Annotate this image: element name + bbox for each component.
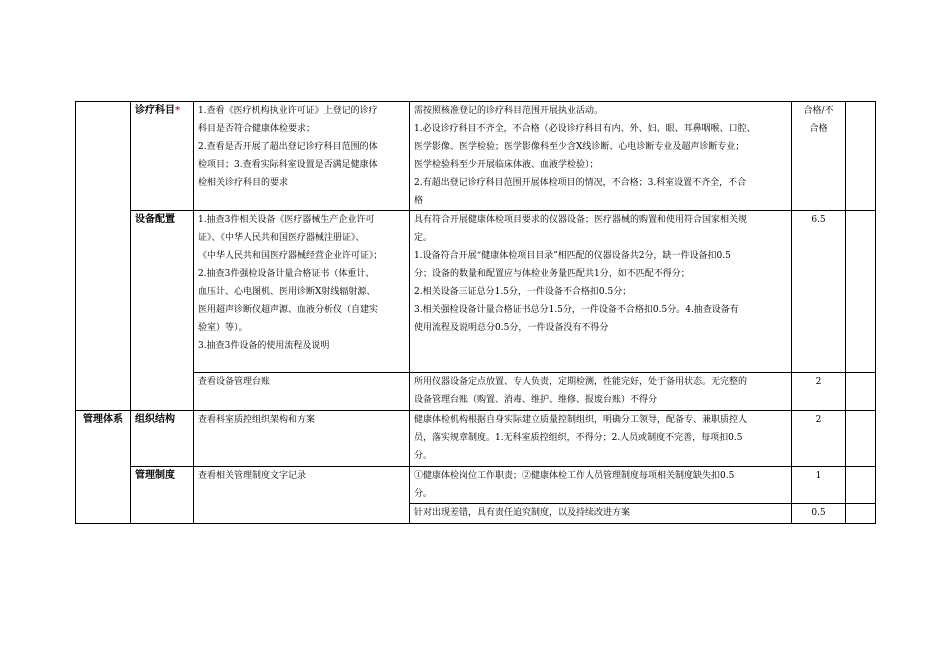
remark-cell — [846, 102, 876, 211]
score-cell — [792, 373, 846, 411]
required-star-mark: * — [175, 105, 181, 116]
standard-line: 针对出现差错，具有责任追究制度，以及持续改进方案 — [414, 508, 631, 518]
method-line: 查看设备管理台账 — [198, 377, 271, 387]
remark-cell — [846, 504, 876, 524]
remark-cell — [846, 211, 876, 373]
item-cell-clinical-subjects — [131, 102, 194, 211]
method-cell — [194, 102, 410, 211]
standard-line: 2.相关设备三证总分1.5分，一件设备不合格扣0.5分； — [414, 287, 632, 297]
method-line: 血压计、心电图机、医用诊断X射线辐射源、 — [198, 287, 376, 297]
item-cell-organization — [131, 411, 194, 467]
score-cell — [792, 411, 846, 467]
method-line: 2.抽查3件强检设备计量合格证书（体重计、 — [198, 269, 375, 279]
item-label: 设备配置 — [135, 214, 175, 225]
table-row — [76, 102, 876, 211]
standard-line: 定。 — [414, 233, 433, 243]
item-label: 组织结构 — [135, 414, 175, 425]
category-label: 管理体系 — [83, 414, 123, 425]
standard-line: 健康体检机构根据自身实际建立质量控制组织，明确分工领导，配备专、兼职质控人 — [414, 415, 748, 425]
category-cell-management-system — [76, 411, 131, 524]
standard-cell — [410, 373, 792, 411]
remark-cell — [846, 373, 876, 411]
standard-cell — [410, 411, 792, 467]
standard-line: 格 — [414, 196, 424, 206]
remark-cell — [846, 411, 876, 467]
score-cell — [792, 504, 846, 524]
standard-line: 设备管理台账（购置、消毒、维护、维修、报废台账）不得分 — [414, 395, 658, 405]
method-line: 查看相关管理制度文字记录 — [198, 471, 307, 481]
score-line: 2 — [815, 415, 822, 425]
score-line: 合格 — [809, 124, 828, 134]
method-line: 《中华人民共和国医疗器械经营企业许可证》； — [198, 251, 383, 261]
table-row — [76, 411, 876, 467]
standard-line: 具有符合开展健康体检项目要求的仪器设备；医疗器械的购置和使用符合国家相关规 — [414, 215, 748, 225]
score-line: 合格/不 — [803, 106, 834, 116]
method-line: 2.查看是否开展了超出登记诊疗科目范围的体 — [198, 142, 378, 152]
standard-cell — [410, 211, 792, 373]
standard-line: 医学检验科至少开展临床体液、血液学检验）； — [414, 160, 599, 170]
item-cell-management-rules — [131, 467, 194, 524]
score-cell — [792, 211, 846, 373]
standard-line: ①健康体检岗位工作职责；②健康体检工作人员管理制度每项相关制度缺失扣0.5 — [414, 471, 735, 481]
standard-line: 1.设备符合开展“健康体检项目目录”相匹配的仪器设备共2分，缺一件设备扣0.5 — [414, 251, 731, 261]
standard-line: 分；设备的数量和配置应与体检业务量匹配共1分，如不匹配不得分； — [414, 269, 690, 279]
category-cell-empty — [76, 102, 131, 411]
item-label: 诊疗科目 — [135, 105, 175, 116]
standard-line: 医学影像、医学检验；医学影像科至少含X线诊断、心电诊断专业及超声诊断专业； — [414, 142, 745, 152]
method-cell — [194, 467, 410, 524]
method-line: 检相关诊疗科目的要求 — [198, 178, 289, 188]
standard-cell — [410, 467, 792, 504]
table-row — [76, 211, 876, 373]
standard-line: 分。 — [414, 489, 433, 499]
method-cell — [194, 411, 410, 467]
item-cell-equipment — [131, 211, 194, 411]
standard-line: 使用流程及说明总分0.5分，一件设备没有不得分 — [414, 323, 609, 333]
method-line: 检项目；3.查看实际科室设置是否满足健康体 — [198, 160, 378, 170]
standard-line: 1.必设诊疗科目不齐全，不合格（必设诊疗科目有内、外、妇、眼、耳鼻咽喉、口腔、 — [414, 124, 756, 134]
method-cell — [194, 373, 410, 411]
score-cell — [792, 467, 846, 504]
method-line: 医用超声诊断仪超声源、血液分析仪（自建实 — [198, 305, 379, 315]
score-cell — [792, 102, 846, 211]
method-line: 查看科室质控组织架构和方案 — [198, 415, 316, 425]
score-line: 0.5 — [811, 508, 826, 518]
method-line: 1.抽查3件相关设备《医疗器械生产企业许可 — [198, 215, 375, 225]
method-line: 3.抽查3件设备的使用流程及说明 — [198, 341, 330, 351]
method-line: 验室）等）。 — [198, 323, 248, 333]
standard-cell — [410, 102, 792, 211]
method-cell — [194, 211, 410, 373]
standard-line: 2.有超出登记诊疗科目范围开展体检项目的情况，不合格；3.科室设置不齐全，不合 — [414, 178, 747, 188]
method-line: 科目是否符合健康体检要求； — [198, 124, 316, 134]
standard-line: 3.相关强检设备计量合格证书总分1.5分，一件设备不合格扣0.5分。4.抽查设备有 — [414, 305, 739, 315]
standard-line: 分。 — [414, 451, 433, 461]
table-row — [76, 467, 876, 504]
method-line: 证》、《中华人民共和国医疗器械注册证》、 — [198, 233, 365, 243]
inspection-criteria-table — [75, 101, 876, 524]
standard-line: 所用仪器设备定点放置、专人负责，定期检测，性能完好，处于备用状态。无完整的 — [414, 377, 748, 387]
item-label: 管理制度 — [135, 470, 175, 481]
method-line: 1.查看《医疗机构执业许可证》上登记的诊疗 — [198, 106, 378, 116]
standard-line: 需按照核准登记的诊疗科目范围开展执业活动。 — [414, 106, 604, 116]
score-line: 6.5 — [811, 215, 826, 225]
score-line: 1 — [815, 471, 822, 481]
standard-cell — [410, 504, 792, 524]
remark-cell — [846, 467, 876, 504]
table-row — [76, 373, 876, 411]
score-line: 2 — [815, 377, 822, 387]
standard-line: 员，落实规章制度。1.无科室质控组织，不得分；2.人员或制度不完善，每项扣0.5 — [414, 433, 743, 443]
